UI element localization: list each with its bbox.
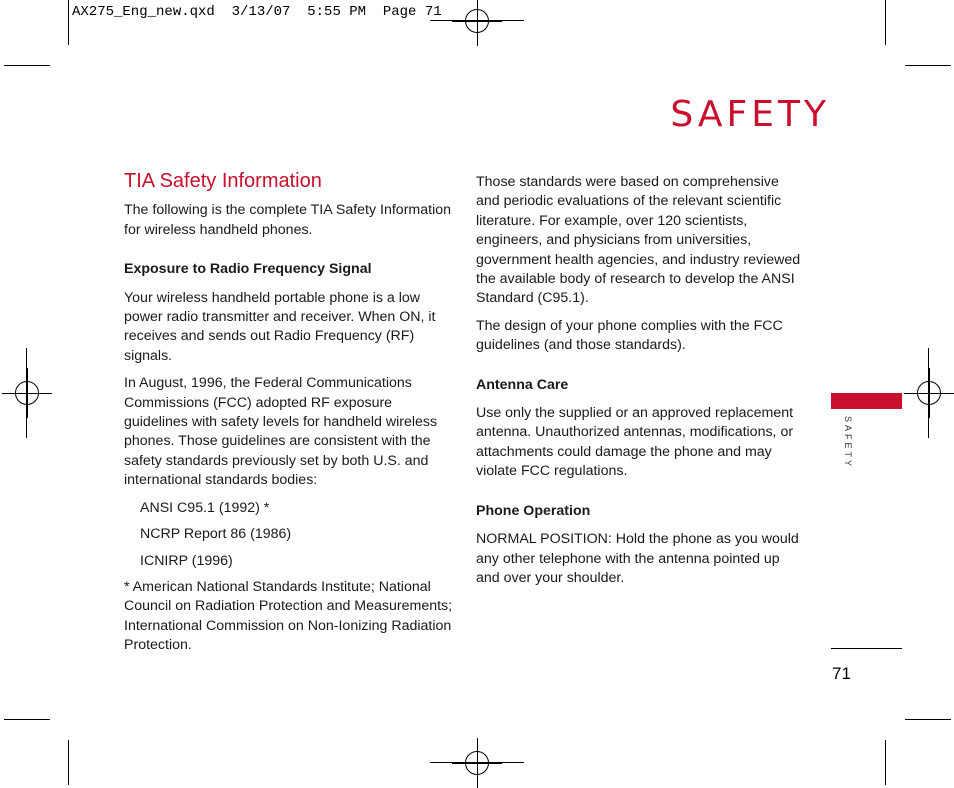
chapter-title: SAFETY (670, 94, 830, 135)
section-tab (831, 393, 902, 409)
footnote: * American National Standards Institute; National Council on Radiation Protection and Measurements; International Commission on Non-Ionizing Radiation Protection. (124, 578, 453, 654)
right-column (476, 173, 806, 596)
intro-paragraph: The following is the complete TIA Safety Information for wireless handheld phones. (124, 202, 452, 238)
paragraph: Use only the supplied or an approved replacement antenna. Unauthorized antennas, modifications, or attachments could damage the phone and may violate FCC regulations. (476, 405, 794, 480)
registration-mark-icon (15, 381, 39, 405)
crop-mark (885, 740, 886, 785)
print-slug: AX275_Eng_new.qxd 3/13/07 5:55 PM Page 71 (72, 4, 442, 20)
crop-mark (905, 719, 951, 720)
page-number-rule (831, 648, 902, 649)
standard-item: ICNIRP (1996) (140, 552, 233, 569)
page-number: 71 (832, 664, 851, 683)
registration-mark-icon (465, 9, 489, 33)
subheading-antenna-care: Antenna Care (476, 376, 569, 393)
subheading-phone-operation: Phone Operation (476, 502, 591, 519)
subheading-rf-exposure: Exposure to Radio Frequency Signal (124, 261, 372, 278)
standard-item: NCRP Report 86 (1986) (140, 526, 292, 543)
registration-mark-icon (465, 751, 489, 775)
registration-mark-icon (917, 381, 941, 405)
crop-mark (4, 719, 50, 720)
side-tab-label: SAFETY (843, 416, 853, 470)
paragraph: NORMAL POSITION: Hold the phone as you would any other telephone with the antenna pointed up and over your shoulder. (476, 531, 799, 586)
paragraph: Those standards were based on comprehensive and periodic evaluations of the relevant scientific literature. For example, over 120 scientists, engineers, and physicians from universities, government health agencies, and industry reviewed the available body of research to develop the ANSI Standard (C95.1). (476, 174, 801, 307)
paragraph: In August, 1996, the Federal Communications Commissions (FCC) adopted RF exposure guidelines with safety levels for handheld wireless phones. Those guidelines are consistent with the safety standards previously set by both U.S. and international standards bodies: (124, 375, 438, 489)
paragraph: The design of your phone complies with the FCC guidelines (and those standards). (476, 317, 783, 354)
crop-mark (68, 740, 69, 785)
crop-mark (885, 0, 886, 45)
left-column (124, 172, 454, 664)
standard-item: ANSI C95.1 (1992) * (140, 499, 270, 516)
crop-mark (905, 65, 951, 66)
paragraph: Your wireless handheld portable phone is a low power radio transmitter and receiver. When ON, it receives and sends out Radio Frequency (RF) signals. (124, 289, 436, 364)
section-heading: TIA Safety Information (124, 170, 322, 192)
crop-mark (68, 0, 69, 45)
crop-mark (4, 65, 50, 66)
